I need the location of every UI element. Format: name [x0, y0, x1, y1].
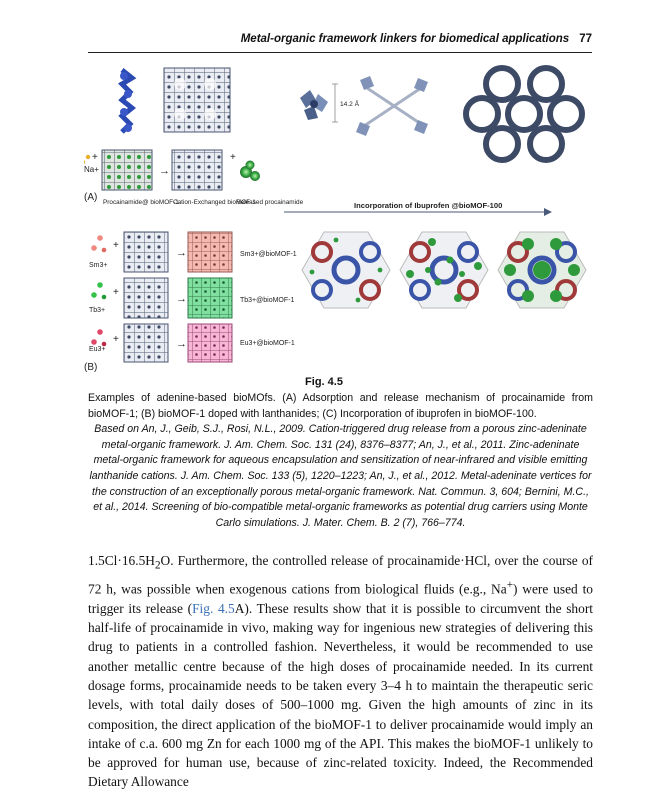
- running-head: [0, 33, 592, 45]
- page-number: 77: [579, 33, 592, 45]
- formula-text: 1.5Cl·16.5H: [88, 553, 155, 568]
- ion-charge: +: [506, 578, 513, 591]
- eu-ion-label: Eu3+: [89, 346, 106, 353]
- arrow: →: [176, 293, 187, 305]
- panel-a-structures: [120, 68, 230, 132]
- tb-row: [89, 278, 294, 318]
- tb-product-label: Tb3+@bioMOF-1: [240, 297, 295, 304]
- figure-reference-link[interactable]: Fig. 4.5: [192, 600, 235, 616]
- eu-product-label: Eu3+@bioMOF-1: [240, 340, 295, 347]
- panel-a-label: (A): [84, 192, 98, 203]
- sm-product-label: Sm3+@bioMOF-1: [240, 251, 297, 258]
- body-text-part: O. Furthermore, the controlled release of procainamide·HCl, over the course of 72 h, was possible when exogenous cations from biological fluids (e.g., Na: [88, 553, 593, 597]
- arrow: →: [159, 165, 170, 177]
- frame-low-loading: [302, 232, 390, 308]
- body-text-part: ) were used to trigger its release (: [88, 581, 594, 616]
- frame-mid-loading: [400, 232, 488, 308]
- plus-sign: +: [113, 240, 119, 251]
- panel-b-label: (B): [84, 362, 98, 372]
- tb-ion-label: Tb3+: [89, 307, 106, 314]
- plus-sign: +: [113, 334, 119, 345]
- formula-subscript: 2: [154, 559, 161, 572]
- step-label-1: Procainamide@ bioMOF-1: [103, 199, 179, 206]
- pore-size-label: 14.2 Å: [340, 101, 360, 108]
- frame-high-loading: [498, 232, 586, 308]
- panel-b: [84, 232, 297, 372]
- step-label-2: Cation-Exchanged bioMOF-1: [173, 199, 256, 206]
- caption-citations: Based on An, J., Geib, S.J., Rosi, N.L., 2009. Cation-triggered drug release from a porous zinc-adeninate metal-organic framework. J. Am. Chem. Soc. 131 (24), 8376–8377; An, J., et al., 2011. Zinc-adeninate metal-organic framework for aqueous encapsulation and sensitization of near-infrared and visible emitting lanthanide cations. J. Am. Chem. Soc. 133 (5), 1220–1223; An, J., et al., 2012. Metal-adeninate vertices for the construction of an exceptionally porous metal-organic framework. Nat. Commun. 3, 604; Bernini, M.C., et al., 2014. Screening of bio-compatible metal-organic frameworks as potential drug carriers using Monte Carlo simulations. J. Mater. Chem. B. 2 (7), 766–774.: [89, 423, 592, 529]
- running-head-title: Metal-organic framework linkers for biomedical applications: [240, 33, 570, 45]
- arrow: →: [176, 247, 187, 259]
- sm-ion-label: Sm3+: [89, 262, 108, 269]
- body-paragraph: [88, 551, 593, 792]
- panel-c-structures: [300, 68, 582, 160]
- ibuprofen-loading-frames: [302, 232, 586, 308]
- panel-c-title: Incorporation of Ibuprofen @bioMOF-100: [354, 201, 503, 210]
- eu-row: [89, 324, 295, 362]
- caption-text: Examples of adenine-based bioMOfs. (A) Adsorption and release mechanism of procainamide from bioMOF-1; (B) bioMOF-1 doped with lanthanides; (C) Incorporation of ibuprofen in bioMOF-100.: [88, 392, 593, 420]
- plus-sign: +: [113, 287, 119, 298]
- figure-label: Fig. 4.5: [305, 376, 343, 388]
- step-label-3: Released procainamide: [236, 199, 304, 206]
- figure-4-5: [84, 62, 604, 372]
- plus-sign: +: [92, 152, 98, 163]
- body-text-part: A). These results show that it is possible to circumvent the short half-life of procainamide in vivo, making way for ingenious new strategies of delivering this drug to patients in a controlled fashion. Nevertheless, it would be recommended to use another metallic centre because of the high doses of procainamide needed. In its current dosage forms, procainamide needs to be taken every 3–4 h to maintain the therapeutic seric levels, with total daily doses of 500–1000 mg. Given the high amounts of zinc in its composition, the direct application of the bioMOF-1 to deliver procainamide would imply an intake of c.a. 600 mg Zn for each 1000 mg of the API. This makes the bioMOF-1 unlikely to be approved for human use, because of zinc-related toxicity. Indeed, the Recommended Dietary Allowance: [88, 600, 594, 790]
- na-ion-label: Na+: [84, 165, 99, 174]
- figure-graphic: [84, 62, 604, 372]
- header-rule: [88, 52, 592, 53]
- body-text: [88, 551, 593, 792]
- sm-row: [89, 232, 297, 272]
- panel-a-sequence: [84, 150, 304, 206]
- plus-sign: +: [230, 152, 236, 163]
- figure-caption: [88, 391, 593, 531]
- arrow: →: [176, 338, 187, 350]
